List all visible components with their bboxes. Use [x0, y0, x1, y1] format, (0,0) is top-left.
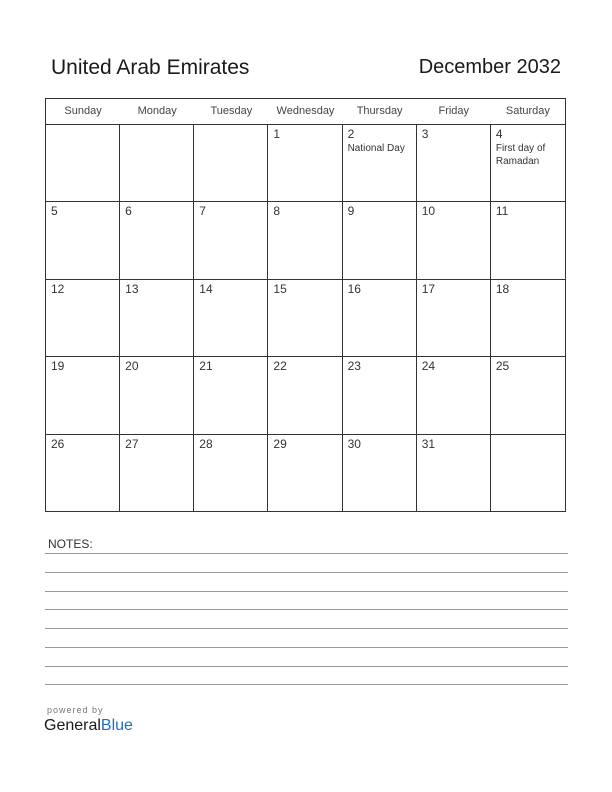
day-number: 23 — [347, 359, 361, 374]
day-cell[interactable] — [343, 435, 417, 512]
notes-line — [45, 684, 568, 685]
day-cell[interactable] — [268, 280, 342, 357]
day-number: 2 — [347, 127, 355, 141]
generalblue-logo[interactable] — [44, 717, 133, 735]
day-cell[interactable] — [120, 125, 194, 202]
day-cell[interactable] — [268, 357, 342, 434]
day-number: 19 — [51, 359, 65, 374]
brand-blue-text: Blue — [100, 717, 133, 734]
day-cell[interactable] — [268, 435, 342, 512]
day-number: 11 — [495, 204, 509, 219]
day-number: 26 — [51, 436, 65, 451]
weekday-friday: Friday — [438, 105, 470, 117]
day-cell[interactable] — [343, 202, 417, 279]
notes-line — [45, 553, 568, 554]
day-number: 18 — [495, 281, 510, 296]
day-cell[interactable] — [491, 125, 565, 202]
day-number: 3 — [421, 127, 429, 141]
notes-line — [45, 609, 568, 610]
day-cell[interactable] — [417, 202, 491, 279]
day-cell[interactable] — [491, 202, 565, 279]
day-cell[interactable] — [46, 280, 120, 357]
day-cell[interactable] — [194, 357, 268, 434]
notes-line — [45, 628, 568, 629]
day-number: 24 — [421, 359, 436, 374]
weekday-wednesday: Wednesday — [276, 105, 335, 117]
powered-by-text: powered by — [47, 705, 104, 715]
day-cell[interactable] — [120, 357, 194, 434]
day-number: 12 — [51, 281, 65, 296]
day-number: 25 — [495, 359, 510, 374]
holiday-label: National Day — [347, 143, 405, 154]
notes-line — [45, 591, 568, 592]
day-cell[interactable] — [120, 202, 194, 279]
weekday-monday: Monday — [137, 105, 177, 117]
day-number: 21 — [199, 359, 213, 374]
day-cell[interactable] — [491, 280, 565, 357]
weekday-saturday: Saturday — [505, 105, 550, 117]
day-number: 28 — [199, 436, 213, 451]
day-cell[interactable] — [268, 125, 342, 202]
day-cell[interactable] — [46, 125, 120, 202]
day-number: 17 — [421, 281, 436, 296]
day-number: 31 — [421, 436, 436, 451]
day-cell[interactable] — [120, 280, 194, 357]
notes-label: NOTES: — [48, 537, 93, 551]
brand-general-text: General — [44, 717, 101, 734]
day-number: 29 — [273, 436, 287, 451]
day-cell[interactable] — [194, 280, 268, 357]
calendar-country-title: United Arab Emirates — [51, 56, 250, 79]
day-number: 8 — [273, 204, 281, 219]
weekday-header-row — [46, 99, 565, 125]
day-number: 20 — [125, 359, 139, 374]
day-number: 9 — [347, 204, 355, 219]
day-cell[interactable] — [194, 202, 268, 279]
day-number: 27 — [125, 436, 139, 451]
day-number: 10 — [421, 204, 436, 219]
day-cell[interactable] — [417, 357, 491, 434]
day-number: 13 — [125, 281, 139, 296]
day-number: 5 — [51, 204, 58, 219]
day-number: 6 — [125, 204, 132, 219]
days-grid — [46, 125, 565, 512]
day-cell[interactable] — [343, 357, 417, 434]
calendar-month-title: December 2032 — [418, 56, 561, 78]
day-cell[interactable] — [417, 435, 491, 512]
day-cell[interactable] — [46, 357, 120, 434]
day-number: 15 — [273, 281, 287, 296]
weekday-tuesday: Tuesday — [210, 105, 253, 117]
day-number: 7 — [199, 204, 206, 219]
holiday-label: First day of Ramadan — [495, 143, 546, 167]
weekday-sunday: Sunday — [64, 105, 102, 117]
day-cell[interactable] — [417, 125, 491, 202]
day-number: 4 — [495, 127, 503, 141]
day-cell[interactable] — [491, 435, 565, 512]
day-cell[interactable] — [343, 280, 417, 357]
day-number: 14 — [199, 281, 213, 296]
day-number: 1 — [273, 127, 281, 141]
day-cell[interactable] — [417, 280, 491, 357]
day-cell[interactable] — [120, 435, 194, 512]
day-cell[interactable] — [343, 125, 417, 202]
weekday-thursday: Thursday — [356, 105, 403, 117]
calendar-grid — [45, 98, 566, 512]
notes-line — [45, 666, 568, 667]
notes-line — [45, 647, 568, 648]
day-cell[interactable] — [194, 435, 268, 512]
notes-line — [45, 572, 568, 573]
day-cell[interactable] — [491, 357, 565, 434]
day-cell[interactable] — [46, 202, 120, 279]
day-cell[interactable] — [268, 202, 342, 279]
day-number: 16 — [347, 281, 361, 296]
day-number: 22 — [273, 359, 287, 374]
day-cell[interactable] — [194, 125, 268, 202]
day-number: 30 — [347, 436, 361, 451]
day-cell[interactable] — [46, 435, 120, 512]
